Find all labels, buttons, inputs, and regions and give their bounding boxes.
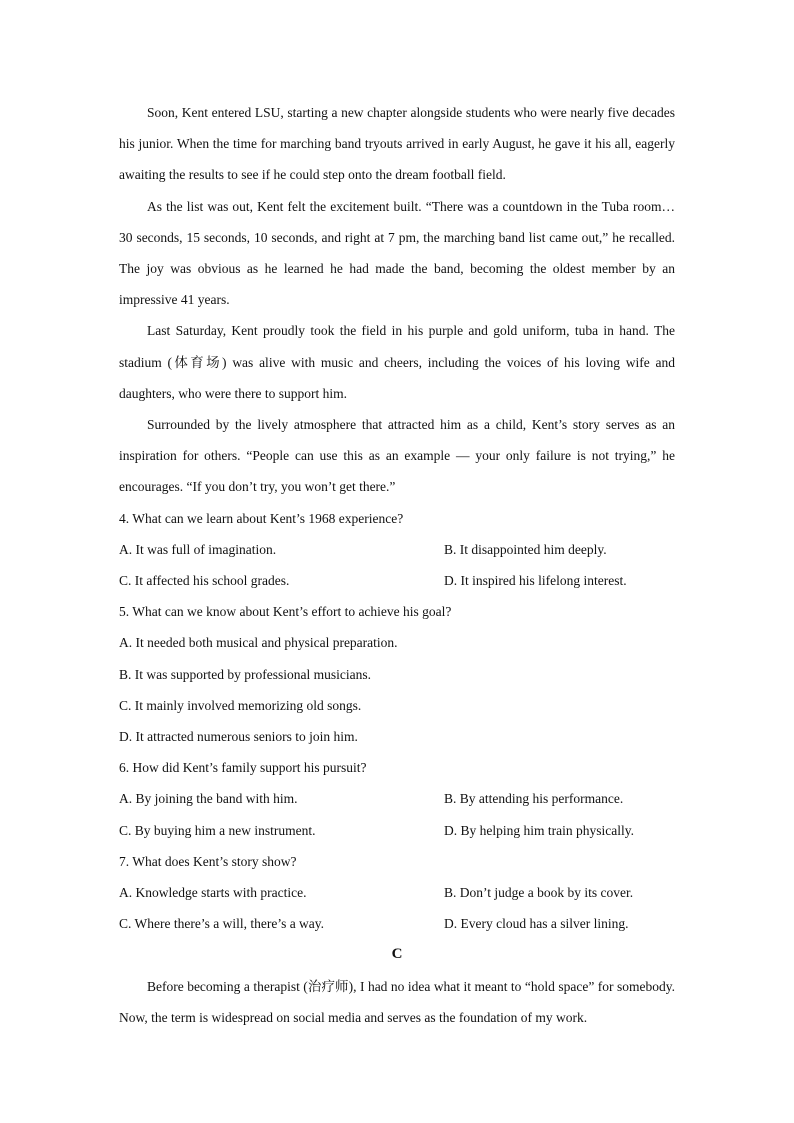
option-a: A. By joining the band with him. <box>119 791 298 807</box>
passage-paragraph: Surrounded by the lively atmosphere that attracted him as a child, Kent’s story serves as an inspiration for others. “People can use this as an example — your only failure is not trying,” he encourages. “If you don’t try, you won’t get there.” <box>119 417 675 495</box>
document-page <box>119 97 675 1033</box>
question-stem: 7. What does Kent’s story show? <box>119 853 297 869</box>
option-c: C. It affected his school grades. <box>119 573 290 589</box>
option-a: A. Knowledge starts with practice. <box>119 885 307 901</box>
question-4 <box>119 503 675 597</box>
option-b: B. It disappointed him deeply. <box>444 541 607 557</box>
question-7 <box>119 846 675 940</box>
option-d: D. It inspired his lifelong interest. <box>444 573 627 589</box>
option-d: D. It attracted numerous seniors to join him. <box>119 729 358 745</box>
option-row <box>119 908 675 939</box>
passage-paragraph: As the list was out, Kent felt the excitement built. “There was a countdown in the Tuba room… 30 seconds, 15 seconds, 10 seconds, and right at 7 pm, the marching band list came out,” he recalled. The joy was obvious as he learned he had made the band, becoming the oldest member by an impressive 41 years. <box>119 198 675 308</box>
option-row <box>119 815 675 846</box>
passage-paragraph: Before becoming a therapist (治疗师), I had no idea what it meant to “hold space” for somebody. Now, the term is widespread on social media and serves as the foundation of my work. <box>119 978 675 1025</box>
option-c: C. Where there’s a will, there’s a way. <box>119 916 325 932</box>
question-stem: 6. How did Kent’s family support his pursuit? <box>119 760 367 776</box>
question-6 <box>119 752 675 846</box>
option-c: C. It mainly involved memorizing old songs. <box>119 697 362 713</box>
option-d: D. Every cloud has a silver lining. <box>444 916 629 932</box>
option-row <box>119 783 675 814</box>
section-heading: C <box>391 946 403 963</box>
option-row <box>119 877 675 908</box>
option-a: A. It needed both musical and physical preparation. <box>119 635 398 651</box>
question-5 <box>119 596 675 752</box>
option-a: A. It was full of imagination. <box>119 541 277 557</box>
option-d: D. By helping him train physically. <box>444 822 634 838</box>
question-stem: 4. What can we learn about Kent’s 1968 experience? <box>119 510 404 526</box>
option-c: C. By buying him a new instrument. <box>119 822 316 838</box>
option-row <box>119 565 675 596</box>
option-b: B. It was supported by professional musicians. <box>119 666 371 682</box>
option-b: B. Don’t judge a book by its cover. <box>444 885 634 901</box>
passage-paragraph: Soon, Kent entered LSU, starting a new chapter alongside students who were nearly five decades his junior. When the time for marching band tryouts arrived in early August, he gave it his all, eagerly awaiting the results to see if he could step onto the dream football field. <box>119 105 675 183</box>
option-row <box>119 534 675 565</box>
passage-paragraph: Last Saturday, Kent proudly took the field in his purple and gold uniform, tuba in hand. The stadium (体育场) was alive with music and cheers, including the voices of his loving wife and daughters, who were there to support him. <box>119 323 675 401</box>
option-b: B. By attending his performance. <box>444 791 624 807</box>
question-stem: 5. What can we know about Kent’s effort to achieve his goal? <box>119 604 452 620</box>
